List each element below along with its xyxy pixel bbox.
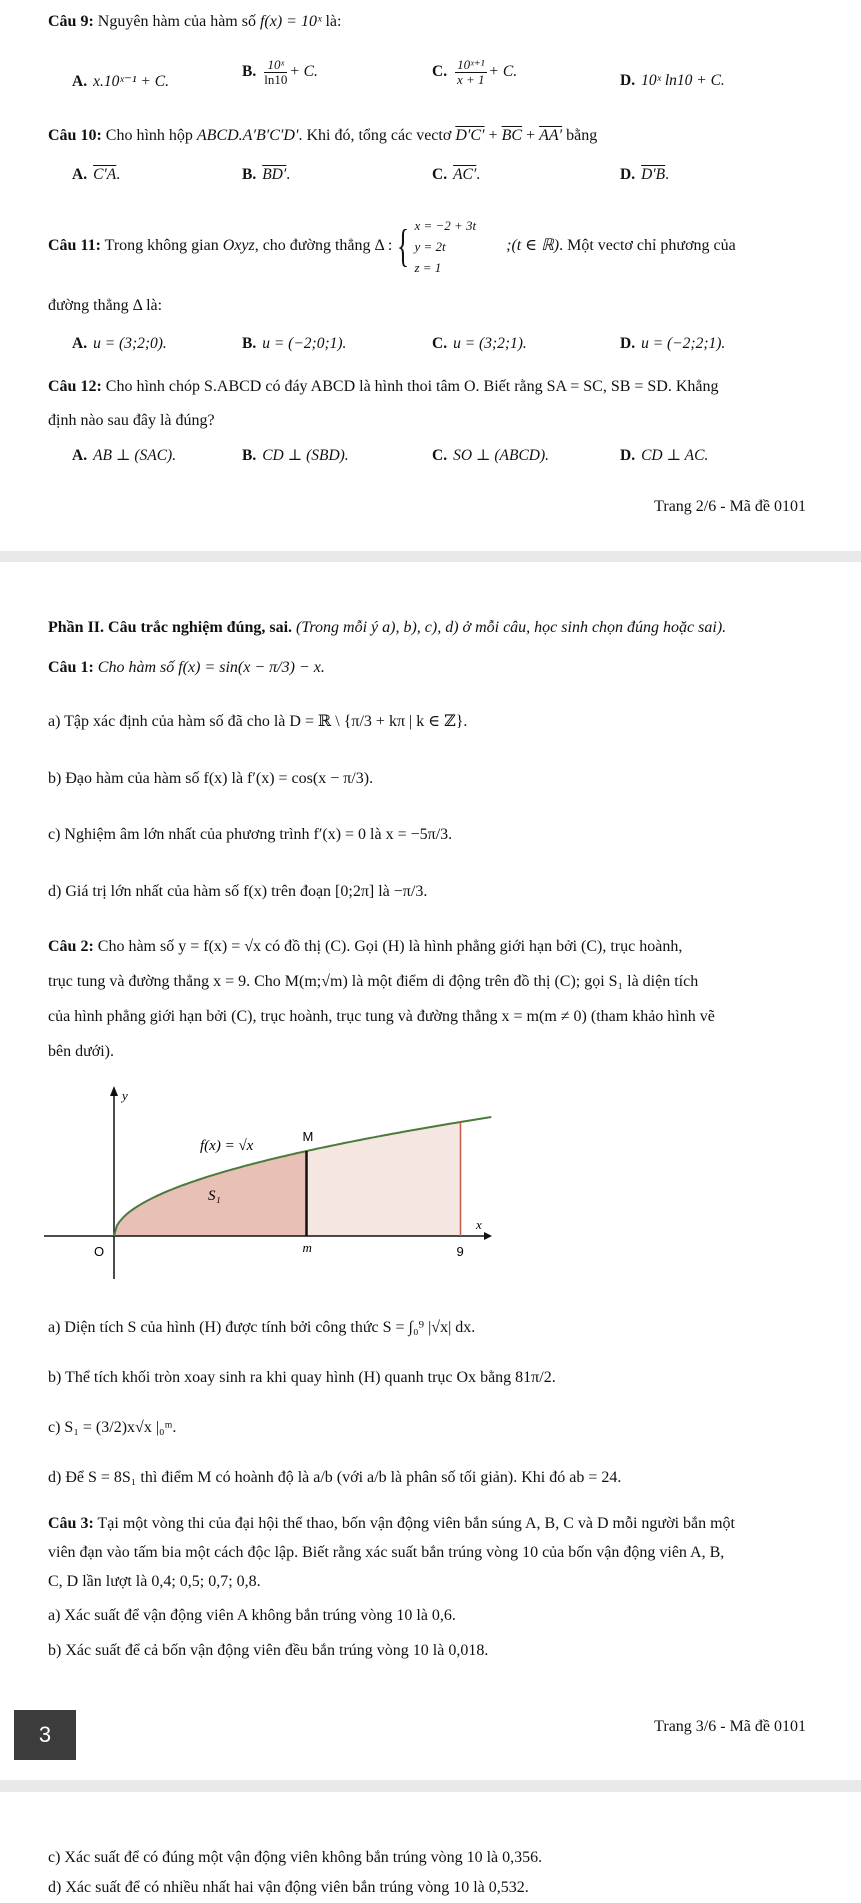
p2q2-d[interactable]: d) Để S = 8S₁ thì điểm M có hoành độ là a/b (với a/b là phân số tối giản). Khi đó ab = 24. — [48, 1469, 622, 1486]
x-label: x — [476, 1217, 482, 1232]
page-3-top — [0, 1792, 861, 1903]
q12-option-d[interactable]: D. CD ⊥ AC. — [620, 447, 709, 464]
q10-option-c[interactable]: C. AC′. — [432, 166, 481, 183]
page-2-bottom — [0, 0, 861, 551]
p2q2-line2: trục tung và đường thẳng x = 9. Cho M(m;√m) là một điểm di động trên đồ thị (C); gọi S₁ là diện tích — [48, 973, 699, 990]
x-axis-arrow — [484, 1232, 492, 1240]
y-axis-arrow — [110, 1086, 118, 1096]
q9-option-b[interactable]: B. $\frac{\text{10ˣ}}{\ln 10}$ + C. — [242, 57, 318, 87]
q9-option-d[interactable]: D. 10ˣ ln10 + C. — [620, 72, 725, 89]
q12-line2: định nào sau đây là đúng? — [48, 412, 215, 429]
M-label: M — [302, 1129, 314, 1145]
p2q2-line3: của hình phẳng giới hạn bởi (C), trục hoành, trục tung và đường thẳng x = m(m ≠ 0) (tham khảo hình vẽ — [48, 1008, 715, 1025]
q11-option-d[interactable]: D. u = (−2;2;1). — [620, 335, 726, 352]
p2q2-c[interactable]: c) S₁ = (3/2)x√x |₀ᵐ. — [48, 1419, 177, 1436]
q9-option-a[interactable]: A. x.10ˣ⁻¹ + C. — [72, 73, 169, 90]
p2q1-stem: Câu 1: Cho hàm số f(x) = sin(x − π/3) − x. — [48, 659, 325, 676]
p2q2-stem: Câu 2: Cho hàm số y = f(x) = √x có đồ thị (C). Gọi (H) là hình phẳng giới hạn bởi (C), trục hoành, — [48, 938, 683, 955]
q11-line2: đường thẳng Δ là: — [48, 297, 163, 314]
s1-label: S₁ — [208, 1188, 221, 1204]
p2q1-c[interactable]: c) Nghiệm âm lớn nhất của phương trình f′(x) = 0 là x = −5π/3. — [48, 826, 453, 843]
p2q2-b[interactable]: b) Thể tích khối tròn xoay sinh ra khi quay hình (H) quanh trục Ox bằng 81π/2. — [48, 1369, 556, 1386]
q11-option-c[interactable]: C. u = (3;2;1). — [432, 335, 527, 352]
q9-stem: Câu 9: Nguyên hàm của hàm số f(x) = 10ˣ là: — [48, 13, 342, 30]
q12-option-c[interactable]: C. SO ⊥ (ABCD). — [432, 447, 550, 464]
p2q1-d[interactable]: d) Giá trị lớn nhất của hàm số f(x) trên đoạn [0;2π] là −π/3. — [48, 883, 428, 900]
p2q3-line3: C, D lần lượt là 0,4; 0,5; 0,7; 0,8. — [48, 1573, 261, 1590]
q9-option-c[interactable]: C. $\frac{\text{10ˣ⁺¹}}{x + 1}$ + C. — [432, 57, 518, 87]
p2q3-stem: Câu 3: Tại một vòng thi của đại hội thể thao, bốn vận động viên bắn súng A, B, C và D mỗi người bắn một — [48, 1515, 735, 1532]
q11-stem: Câu 11: Trong không gian Oxyz, cho đường thẳng Δ : { x = −2 + 3t y = 2t z = 1 ;(t ∈ ℝ). Một vectơ chỉ phương của — [48, 217, 736, 275]
p2q3-c[interactable]: c) Xác suất để có đúng một vận động viên không bắn trúng vòng 10 là 0,356. — [48, 1849, 543, 1866]
q12-option-b[interactable]: B. CD ⊥ (SBD). — [242, 447, 349, 464]
page-number-badge: 3 — [14, 1710, 76, 1760]
q12-option-a[interactable]: A. AB ⊥ (SAC). — [72, 447, 177, 464]
y-label: y — [122, 1088, 128, 1103]
q10-option-b[interactable]: B. BD′. — [242, 166, 291, 183]
p2q1-b[interactable]: b) Đạo hàm của hàm số f(x) là f′(x) = cos(x − π/3). — [48, 770, 374, 787]
q12-stem: Câu 12: Cho hình chóp S.ABCD có đáy ABCD là hình thoi tâm O. Biết rằng SA = SC, SB = SD. Khẳng — [48, 378, 719, 395]
p2q3-b[interactable]: b) Xác suất để cả bốn vận động viên đều bắn trúng vòng 10 là 0,018. — [48, 1642, 489, 1659]
origin-label: O — [94, 1244, 105, 1259]
m-label: m — [302, 1240, 312, 1255]
sqrt-graph — [44, 1084, 504, 1284]
page-footer: Trang 2/6 - Mã đề 0101 — [654, 498, 806, 515]
p2q1-a[interactable]: a) Tập xác định của hàm số đã cho là D = ℝ \ {π/3 + kπ | k ∈ ℤ}. — [48, 713, 468, 730]
q10-stem: Câu 10: Cho hình hộp ABCD.A′B′C′D′. Khi đó, tổng các vectơ $D'C' + \overline{BC} + AA'$ bằng — [48, 127, 598, 144]
fx-label: f(x) = √x — [200, 1138, 254, 1154]
q11-option-a[interactable]: A. u = (3;2;0). — [72, 335, 167, 352]
part2-heading: Phần II. Câu trắc nghiệm đúng, sai. (Trong mỗi ý a), b), c), d) ở mỗi câu, học sinh chọn đúng hoặc sai). — [48, 619, 727, 636]
p2q2-a[interactable]: a) Diện tích S của hình (H) được tính bởi công thức S = ∫₀⁹ |√x| dx. — [48, 1319, 476, 1336]
p2q3-line2: viên đạn vào tấm bia một cách độc lập. Biết rằng xác suất bắn trúng vòng 10 của bốn vận động viên A, B, — [48, 1544, 725, 1561]
page-footer: Trang 3/6 - Mã đề 0101 — [654, 1718, 806, 1735]
q10-option-d[interactable]: D. D′B. — [620, 166, 670, 183]
q10-option-a[interactable]: A. C′A. — [72, 166, 121, 183]
p2q3-d[interactable]: d) Xác suất để có nhiều nhất hai vận động viên bắn trúng vòng 10 là 0,532. — [48, 1879, 529, 1896]
p2q2-line4: bên dưới). — [48, 1043, 115, 1060]
nine-label: 9 — [456, 1244, 464, 1259]
q11-option-b[interactable]: B. u = (−2;0;1). — [242, 335, 347, 352]
p2q3-a[interactable]: a) Xác suất để vận động viên A không bắn trúng vòng 10 là 0,6. — [48, 1607, 456, 1624]
